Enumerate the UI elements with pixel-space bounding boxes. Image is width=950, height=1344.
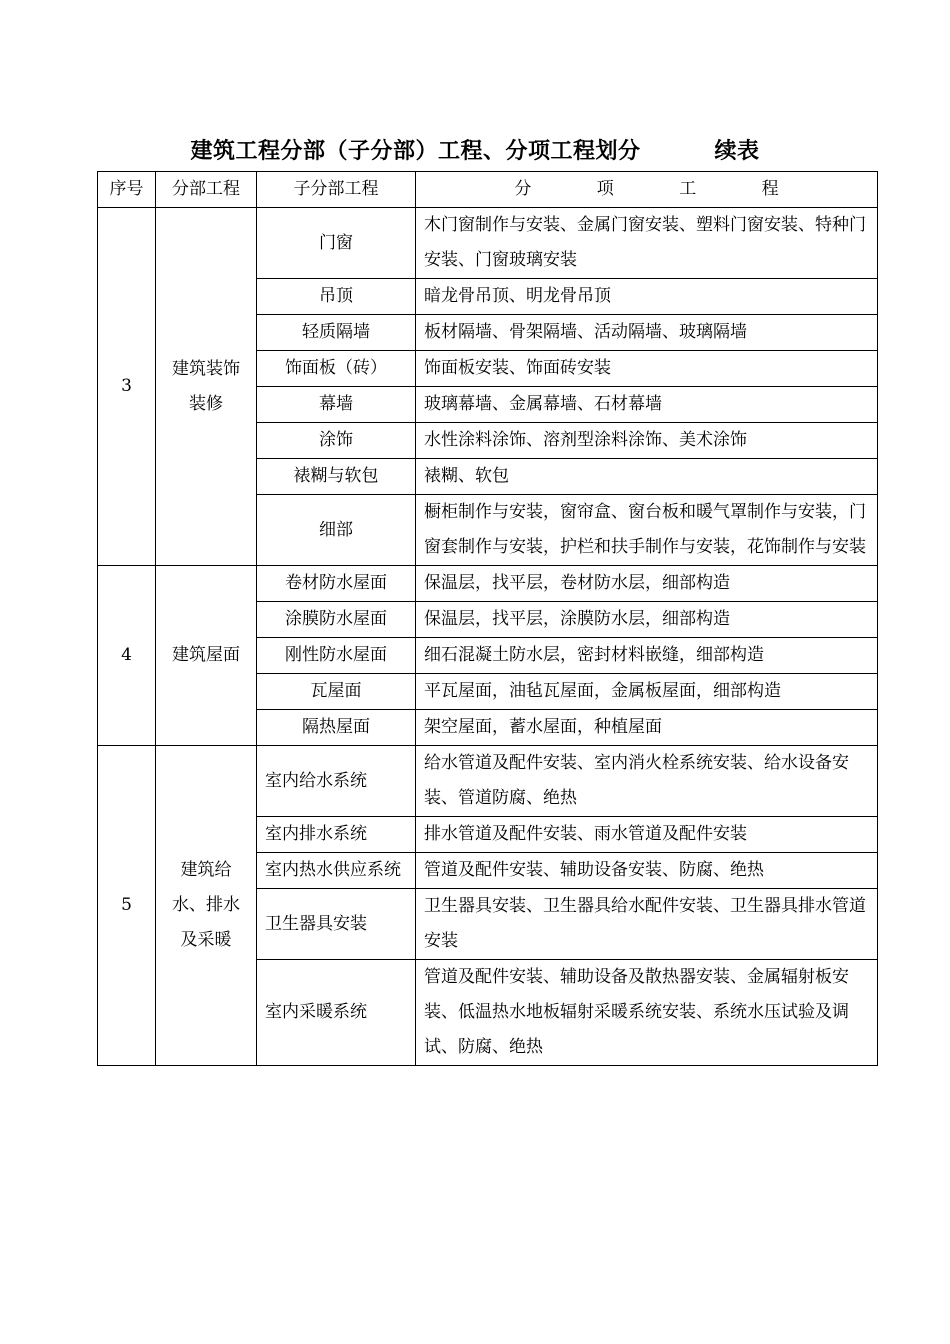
items-cell: 卫生器具安装、卫生器具给水配件安装、卫生器具排水管道安装 — [416, 889, 878, 960]
items-cell: 细石混凝土防水层，密封材料嵌缝，细部构造 — [416, 638, 878, 674]
seq-cell: 5 — [98, 746, 156, 1066]
subdivision-cell: 室内采暖系统 — [257, 960, 416, 1066]
subdivision-cell: 门窗 — [257, 208, 416, 279]
subdivision-cell: 涂膜防水屋面 — [257, 602, 416, 638]
division-label: 建筑给水、排水及采暖 — [172, 860, 240, 950]
items-cell: 管道及配件安装、辅助设备安装、防腐、绝热 — [416, 853, 878, 889]
division-label: 建筑屋面 — [172, 645, 240, 665]
title-text: 建筑工程分部（子分部）工程、分项工程划分 — [190, 138, 641, 164]
subdivision-cell: 室内给水系统 — [257, 746, 416, 817]
items-cell: 平瓦屋面，油毡瓦屋面，金属板屋面，细部构造 — [416, 674, 878, 710]
items-cell: 裱糊、软包 — [416, 459, 878, 495]
items-cell: 架空屋面，蓄水屋面，种植屋面 — [416, 710, 878, 746]
page-title — [0, 134, 950, 165]
items-cell: 保温层，找平层，卷材防水层，细部构造 — [416, 566, 878, 602]
items-cell: 水性涂料涂饰、溶剂型涂料涂饰、美术涂饰 — [416, 423, 878, 459]
division-cell — [156, 208, 257, 566]
subdivision-cell: 细部 — [257, 495, 416, 566]
subdivision-cell: 吊顶 — [257, 279, 416, 315]
subdivision-cell: 幕墙 — [257, 387, 416, 423]
division-cell — [156, 746, 257, 1066]
subdivision-cell: 饰面板（砖） — [257, 351, 416, 387]
seq-cell: 4 — [98, 566, 156, 746]
title-suffix: 续表 — [714, 138, 760, 164]
table-row — [98, 208, 878, 279]
items-cell: 饰面板安装、饰面砖安装 — [416, 351, 878, 387]
items-cell: 橱柜制作与安装，窗帘盒、窗台板和暖气罩制作与安装，门窗套制作与安装，护栏和扶手制作与安装，花饰制作与安装 — [416, 495, 878, 566]
header-division: 分部工程 — [156, 172, 257, 208]
items-cell: 管道及配件安装、辅助设备及散热器安装、金属辐射板安装、低温热水地板辐射采暖系统安装、系统水压试验及调试、防腐、绝热 — [416, 960, 878, 1066]
subdivision-cell: 室内热水供应系统 — [257, 853, 416, 889]
items-cell: 排水管道及配件安装、雨水管道及配件安装 — [416, 817, 878, 853]
items-cell: 玻璃幕墙、金属幕墙、石材幕墙 — [416, 387, 878, 423]
division-label: 建筑装饰装修 — [172, 358, 240, 414]
table-row — [98, 746, 878, 817]
table-row — [98, 566, 878, 602]
items-cell: 木门窗制作与安装、金属门窗安装、塑料门窗安装、特种门安装、门窗玻璃安装 — [416, 208, 878, 279]
subdivision-cell: 卷材防水屋面 — [257, 566, 416, 602]
subdivision-cell: 隔热屋面 — [257, 710, 416, 746]
header-seq: 序号 — [98, 172, 156, 208]
subdivision-cell: 卫生器具安装 — [257, 889, 416, 960]
subdivision-cell: 室内排水系统 — [257, 817, 416, 853]
seq-cell: 3 — [98, 208, 156, 566]
subdivision-cell: 瓦屋面 — [257, 674, 416, 710]
header-row — [98, 172, 878, 208]
items-cell: 给水管道及配件安装、室内消火栓系统安装、给水设备安装、管道防腐、绝热 — [416, 746, 878, 817]
subdivision-cell: 裱糊与软包 — [257, 459, 416, 495]
items-cell: 暗龙骨吊顶、明龙骨吊顶 — [416, 279, 878, 315]
items-cell: 板材隔墙、骨架隔墙、活动隔墙、玻璃隔墙 — [416, 315, 878, 351]
division-table — [97, 171, 878, 1066]
header-items: 分 项 工 程 — [416, 172, 878, 208]
subdivision-cell: 轻质隔墙 — [257, 315, 416, 351]
items-cell: 保温层，找平层，涂膜防水层，细部构造 — [416, 602, 878, 638]
subdivision-cell: 涂饰 — [257, 423, 416, 459]
division-cell — [156, 566, 257, 746]
header-subdivision: 子分部工程 — [257, 172, 416, 208]
subdivision-cell: 刚性防水屋面 — [257, 638, 416, 674]
